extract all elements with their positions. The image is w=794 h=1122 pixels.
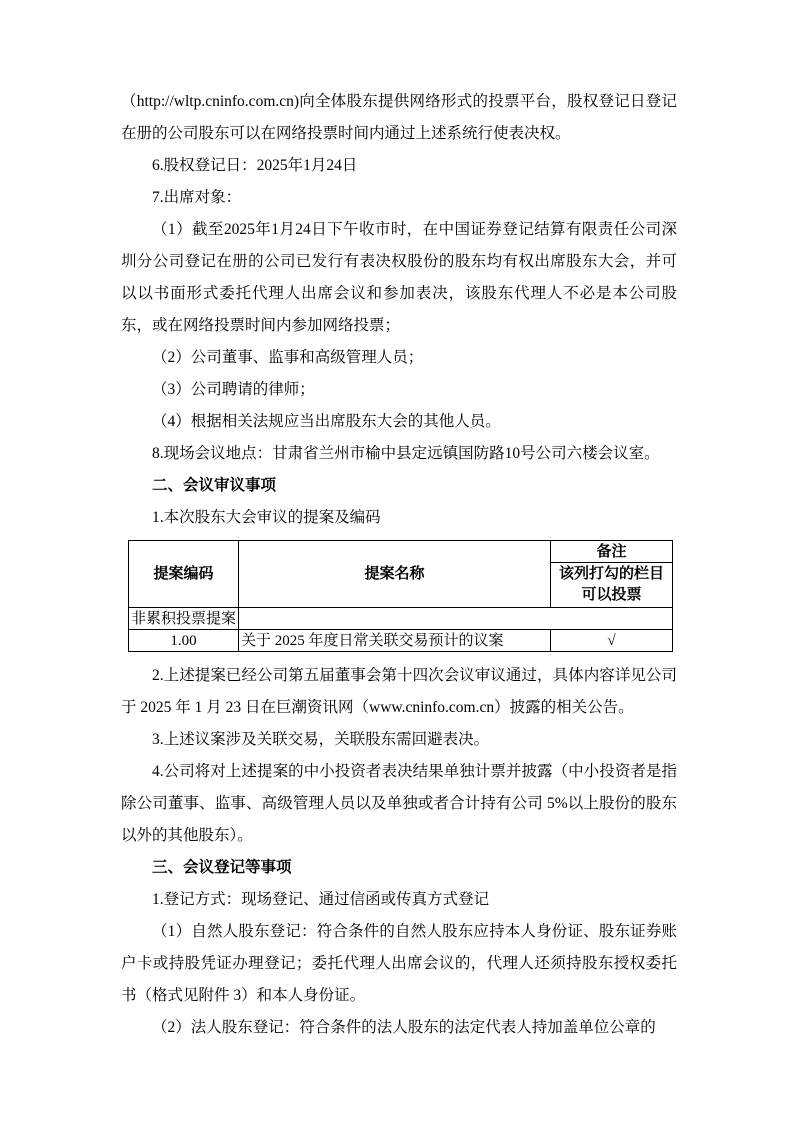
proposal-table <box>128 540 673 652</box>
item-related-transaction: 3.上述议案涉及关联交易，关联股东需回避表决。 <box>152 731 490 748</box>
item-record-date: 6.股权登记日：2025年1月24日 <box>152 157 358 174</box>
table-row <box>129 630 673 652</box>
item-attendees-3: （3）公司聘请的律师； <box>152 381 315 398</box>
item-minority-investors: 4.公司将对上述提案的中小投资者表决结果单独计票并披露（中小投资者是指除公司董事、监事、高级管理人员以及单独或者合计持有公司 5%以上股份的股东以外的其他股东）。 <box>121 763 677 844</box>
table-cell-noncumulative-label: 非累积投票提案 <box>129 608 239 630</box>
item-registration-method: 1.登记方式：现场登记、通过信函或传真方式登记 <box>152 891 490 908</box>
item-legal-person-registration: （2）法人股东登记：符合条件的法人股东的法定代表人持加盖单位公章的 <box>152 1019 656 1036</box>
item-attendees-1: （1）截至2025年1月24日下午收市时，在中国证券登记结算有限责任公司深圳分公司登记在册的公司已发行有表决权股份的股东均有权出席股东大会，并可以以书面形式委托代理人出席会议和参加表决，该股东代理人不必是本公司股东，或在网络投票时间内参加网络投票； <box>121 221 677 334</box>
table-row <box>129 608 673 630</box>
item-attendees-2: （2）公司董事、监事和高级管理人员； <box>152 349 424 366</box>
table-cell-proposal-code: 1.00 <box>129 630 239 652</box>
item-natural-person-registration: （1）自然人股东登记：符合条件的自然人股东应持本人身份证、股东证券账户卡或持股凭证办理登记；委托代理人出席会议的，代理人还须持股东授权委托书（格式见附件 3）和本人身份证。 <box>121 923 677 1004</box>
section-heading-review-matters: 二、会议审议事项 <box>152 477 277 494</box>
item-attendees-4: （4）根据相关法规应当出席股东大会的其他人员。 <box>152 413 501 430</box>
checkmark: √ <box>551 630 673 652</box>
item-attendees-title: 7.出席对象： <box>152 189 242 206</box>
item-meeting-location: 8.现场会议地点：甘肃省兰州市榆中县定远镇国防路10号公司六楼会议室。 <box>152 445 660 462</box>
table-cell-empty-merged <box>239 608 673 630</box>
table-header-proposal-name: 提案名称 <box>239 541 551 608</box>
table-cell-proposal-name: 关于 2025 年度日常关联交易预计的议案 <box>239 630 551 652</box>
table-header-remark-note: 该列打勾的栏目可以投票 <box>551 563 673 608</box>
para-network-voting-continuation: （http://wltp.cninfo.com.cn)向全体股东提供网络形式的投票平台，股权登记日登记在册的公司股东可以在网络投票时间内通过上述系统行使表决权。 <box>121 93 677 142</box>
section-heading-registration: 三、会议登记等事项 <box>152 859 292 876</box>
item-proposal-list-intro: 1.本次股东大会审议的提案及编码 <box>152 509 381 526</box>
table-header-remark: 备注 <box>551 541 673 563</box>
table-header-proposal-code: 提案编码 <box>129 541 239 608</box>
item-board-approval: 2.上述提案已经公司第五届董事会第十四次会议审议通过，具体内容详见公司于 2025 年 1 月 23 日在巨潮资讯网（www.cninfo.com.cn）披露的相关公告。 <box>121 667 677 716</box>
